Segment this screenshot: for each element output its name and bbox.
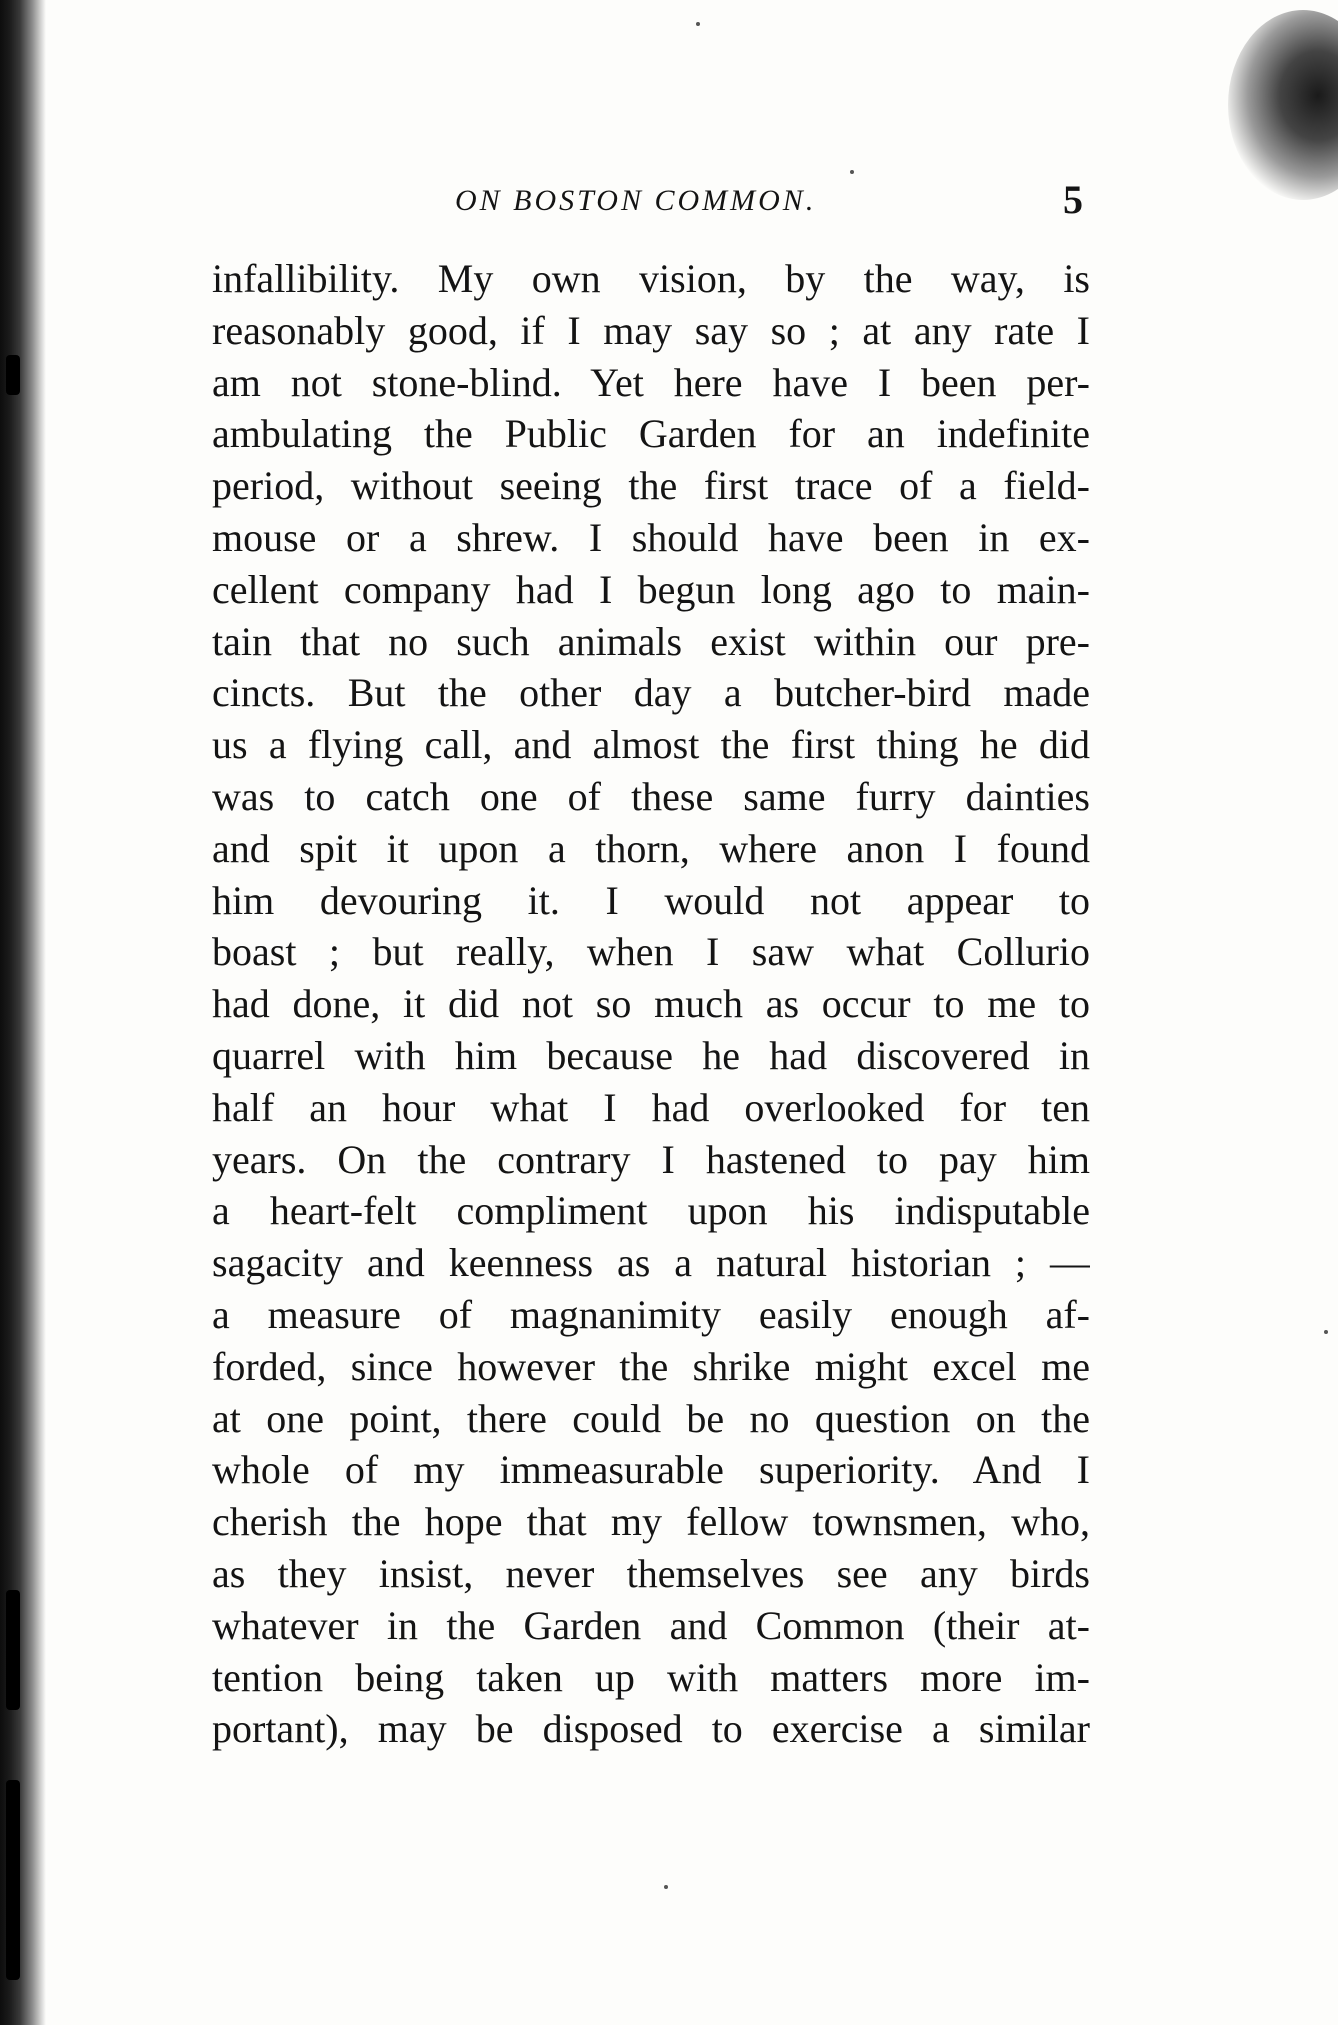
text-line: tain that no such animals exist within our pre- <box>212 618 1090 664</box>
binding-mark <box>6 1780 20 1980</box>
text-line: ambulating the Public Garden for an indefinite <box>212 411 1090 457</box>
text-line: portant), may be disposed to exercise a similar <box>212 1706 1090 1752</box>
text-line: sagacity and keenness as a natural historian ; — <box>212 1240 1090 1286</box>
page-header <box>0 177 1338 224</box>
text-line: period, without seeing the first trace of a field- <box>212 463 1090 509</box>
text-line: him devouring it. I would not appear to <box>212 877 1090 923</box>
page-speck <box>664 1885 668 1889</box>
text-line: and spit it upon a thorn, where anon I found <box>212 825 1090 871</box>
text-line: cincts. But the other day a butcher-bird made <box>212 670 1090 716</box>
text-line: as they insist, never themselves see any birds <box>212 1550 1090 1596</box>
text-line: reasonably good, if I may say so ; at any rate I <box>212 307 1090 353</box>
text-line: had done, it did not so much as occur to me to <box>212 981 1090 1027</box>
text-line: quarrel with him because he had discovered in <box>212 1032 1090 1078</box>
ink-stain <box>1228 10 1338 200</box>
binding-mark <box>6 1590 20 1710</box>
text-line: infallibility. My own vision, by the way, is <box>212 256 1090 301</box>
text-line: am not stone-blind. Yet here have I been per- <box>212 359 1090 405</box>
text-line: at one point, there could be no question on the <box>212 1395 1090 1441</box>
text-line: a measure of magnanimity easily enough af- <box>212 1291 1090 1337</box>
text-line: boast ; but really, when I saw what Collurio <box>212 929 1090 975</box>
text-line: cellent company had I begun long ago to main- <box>212 566 1090 612</box>
page-speck <box>850 170 854 174</box>
text-line: whatever in the Garden and Common (their at- <box>212 1602 1090 1648</box>
page-number: 5 <box>1063 177 1083 222</box>
body-text <box>212 253 1090 1755</box>
running-head: ON BOSTON COMMON. <box>455 184 817 217</box>
binding-mark <box>6 355 20 395</box>
text-line: years. On the contrary I hastened to pay him <box>212 1136 1090 1182</box>
page-speck <box>696 22 700 26</box>
text-line: forded, since however the shrike might excel me <box>212 1343 1090 1389</box>
text-line: mouse or a shrew. I should have been in ex- <box>212 514 1090 560</box>
text-line: cherish the hope that my fellow townsmen, who, <box>212 1499 1090 1545</box>
text-line: us a flying call, and almost the first thing he did <box>212 722 1090 768</box>
text-line: whole of my immeasurable superiority. And I <box>212 1447 1090 1493</box>
text-line: half an hour what I had overlooked for ten <box>212 1084 1090 1130</box>
page-binding-edge <box>0 0 46 2025</box>
page-speck <box>1324 1330 1328 1334</box>
text-line: was to catch one of these same furry dainties <box>212 773 1090 819</box>
text-line: a heart-felt compliment upon his indisputable <box>212 1188 1090 1234</box>
text-line: tention being taken up with matters more im- <box>212 1654 1090 1700</box>
